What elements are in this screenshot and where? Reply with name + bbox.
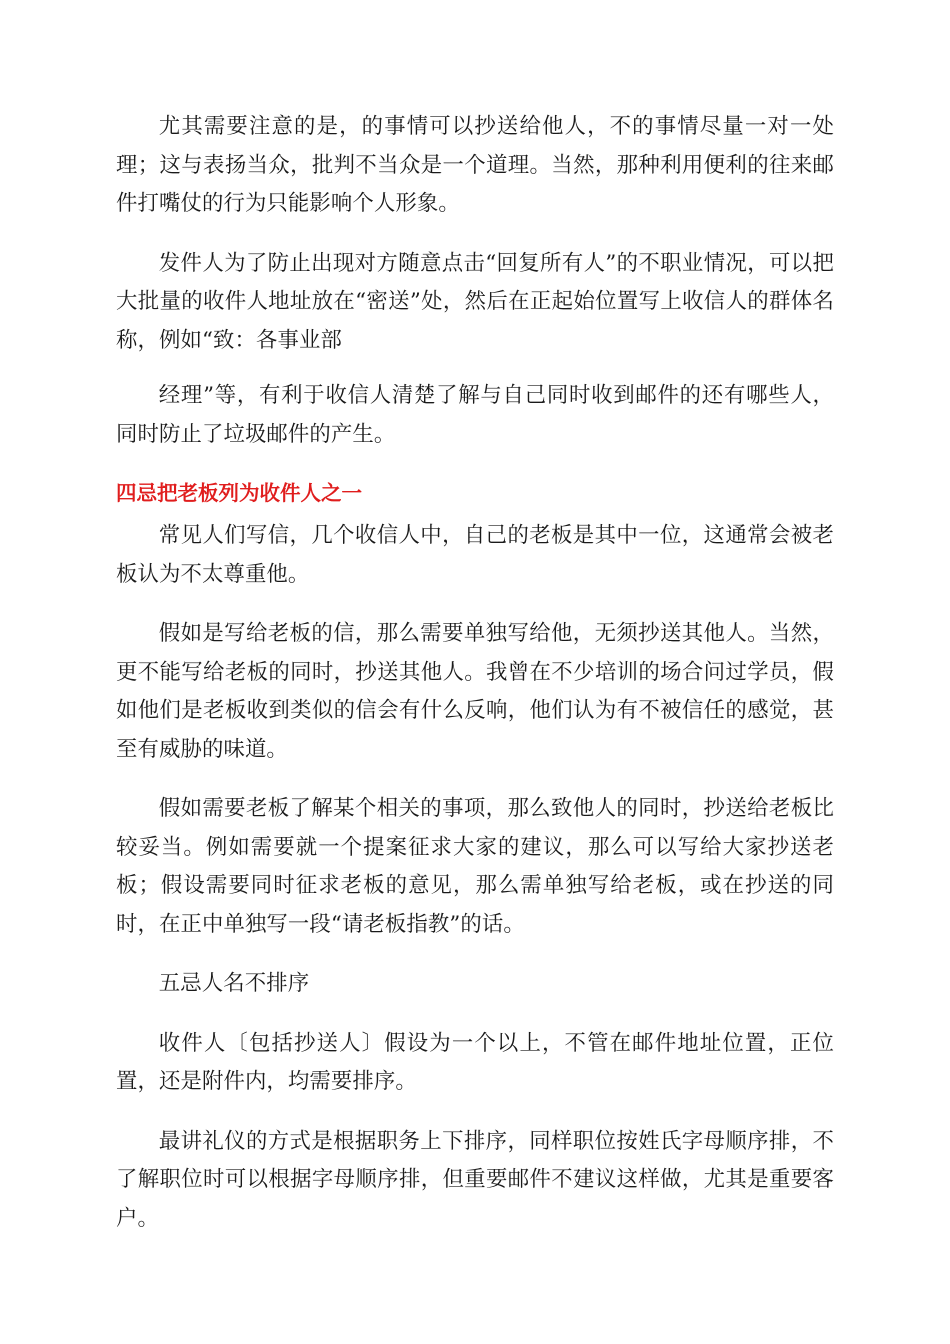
paragraph-bcc-advice: 发件人为了防止出现对方随意点击“回复所有人”的不职业情况，可以把大批量的收件人地址放在“密送”处，然后在正起始位置写上收信人的群体名称，例如“致：各事业部 bbox=[116, 250, 834, 353]
section-heading-boss-recipient: 四忌把老板列为收件人之一 bbox=[116, 481, 362, 505]
paragraph-bcc-advice-continued: 经理”等，有利于收信人清楚了解与自己同时收到邮件的还有哪些人，同时防止了垃圾邮件的产生。 bbox=[116, 383, 834, 447]
paragraph-order-etiquette: 最讲礼仪的方式是根据职务上下排序，同样职位按姓氏字母顺序排，不了解职位时可以根据字母顺序排，但重要邮件不建议这样做，尤其是重要客户。 bbox=[116, 1128, 834, 1231]
paragraph-recipient-order: 收件人〔包括抄送人〕假设为一个以上，不管在邮件地址位置，正位置，还是附件内，均需要排序。 bbox=[116, 1030, 834, 1094]
document-page bbox=[116, 108, 834, 1259]
section-heading-name-order: 五忌人名不排序 bbox=[158, 971, 310, 996]
paragraph-boss-separate: 假如是写给老板的信，那么需要单独写给他，无须抄送其他人。当然，更不能写给老板的同时，抄送其他人。我曾在不少培训的场合问过学员，假如他们是老板收到类似的信会有什么反响，他们认为有不被信任的感觉，甚至有威胁的味道。 bbox=[116, 621, 834, 762]
paragraph-boss-cc: 假如需要老板了解某个相关的事项，那么致他人的同时，抄送给老板比较妥当。例如需要就一个提案征求大家的建议，那么可以写给大家抄送老板；假设需要同时征求老板的意见，那么需单独写给老板，或在抄送的同时，在正中单独写一段“请老板指教”的话。 bbox=[116, 796, 834, 937]
paragraph-cc-note: 尤其需要注意的是，的事情可以抄送给他人，不的事情尽量一对一处理；这与表扬当众，批判不当众是一个道理。当然，那种利用便利的往来邮件打嘴仗的行为只能影响个人形象。 bbox=[116, 114, 834, 216]
paragraph-boss-common: 常见人们写信，几个收信人中，自己的老板是其中一位，这通常会被老板认为不太尊重他。 bbox=[116, 523, 834, 587]
